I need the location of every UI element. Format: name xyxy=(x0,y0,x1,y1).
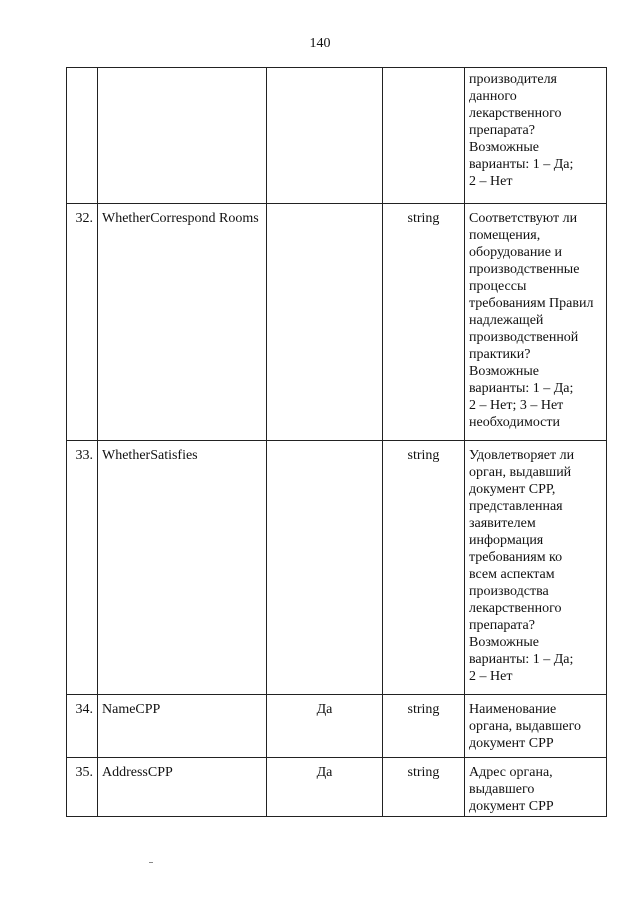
description-line: выдавшего xyxy=(469,782,535,797)
description-line: варианты: 1 – Да; xyxy=(469,652,574,667)
description-line: Возможные xyxy=(469,635,539,650)
description-line: производственной xyxy=(469,330,579,345)
field-description xyxy=(465,758,607,817)
table-body xyxy=(67,68,607,817)
description-line: 2 – Нет xyxy=(469,174,513,189)
required-flag xyxy=(267,204,383,441)
description-line: требованиям ко xyxy=(469,550,563,565)
description-line: лекарственного xyxy=(469,601,562,616)
scan-artifact xyxy=(149,862,153,863)
description-line: органа, выдавшего xyxy=(469,719,582,734)
field-description xyxy=(465,204,607,441)
description-line: варианты: 1 – Да; xyxy=(469,381,574,396)
table-row xyxy=(67,204,607,441)
field-description xyxy=(465,441,607,695)
data-type: string xyxy=(383,204,465,441)
description-line: Соответствуют ли xyxy=(469,211,578,226)
description-line: необходимости xyxy=(469,415,561,430)
description-line: производителя xyxy=(469,72,557,87)
required-flag xyxy=(267,441,383,695)
description-line: всем аспектам xyxy=(469,567,555,582)
description-line: надлежащей xyxy=(469,313,544,328)
description-line: Адрес органа, xyxy=(469,765,553,780)
description-line: Наименование xyxy=(469,702,557,717)
description-line: Возможные xyxy=(469,364,539,379)
data-type: string xyxy=(383,695,465,758)
field-description xyxy=(465,68,607,204)
field-name: WhetherCorrespond Rooms xyxy=(98,204,267,441)
required-flag xyxy=(267,68,383,204)
description-line: препарата? xyxy=(469,618,535,633)
description-line: представленная xyxy=(469,499,563,514)
description-line: лекарственного xyxy=(469,106,562,121)
description-line: заявителем xyxy=(469,516,536,531)
required-flag: Да xyxy=(267,695,383,758)
row-number: 34. xyxy=(67,695,98,758)
description-line: требованиям Правил xyxy=(469,296,594,311)
description-line: документ СРР xyxy=(469,799,554,814)
description-line: Возможные xyxy=(469,140,539,155)
description-line: Удовлетворяет ли xyxy=(469,448,575,463)
description-line: данного xyxy=(469,89,517,104)
table-row xyxy=(67,758,607,817)
description-line: орган, выдавший xyxy=(469,465,572,480)
description-line: практики? xyxy=(469,347,531,362)
description-line: информация xyxy=(469,533,544,548)
description-line: 2 – Нет xyxy=(469,669,513,684)
field-name xyxy=(98,68,267,204)
page-number: 140 xyxy=(309,36,331,51)
field-description xyxy=(465,695,607,758)
description-line: производства xyxy=(469,584,549,599)
field-name: WhetherSatisfies xyxy=(98,441,267,695)
description-line: оборудование и xyxy=(469,245,563,260)
field-name: AddressCPP xyxy=(98,758,267,817)
table-row xyxy=(67,68,607,204)
row-number: 33. xyxy=(67,441,98,695)
description-line: препарата? xyxy=(469,123,535,138)
table-row xyxy=(67,695,607,758)
required-flag: Да xyxy=(267,758,383,817)
attributes-table xyxy=(66,67,607,817)
table-row xyxy=(67,441,607,695)
description-line: процессы xyxy=(469,279,527,294)
data-type: string xyxy=(383,441,465,695)
data-type xyxy=(383,68,465,204)
data-type: string xyxy=(383,758,465,817)
description-line: производственные xyxy=(469,262,580,277)
row-number: 35. xyxy=(67,758,98,817)
description-line: помещения, xyxy=(469,228,541,243)
description-line: документ СРР xyxy=(469,736,554,751)
field-name: NameCPP xyxy=(98,695,267,758)
description-line: документ СРР, xyxy=(469,482,556,497)
description-line: 2 – Нет; 3 – Нет xyxy=(469,398,564,413)
row-number: 32. xyxy=(67,204,98,441)
description-line: варианты: 1 – Да; xyxy=(469,157,574,172)
row-number xyxy=(67,68,98,204)
